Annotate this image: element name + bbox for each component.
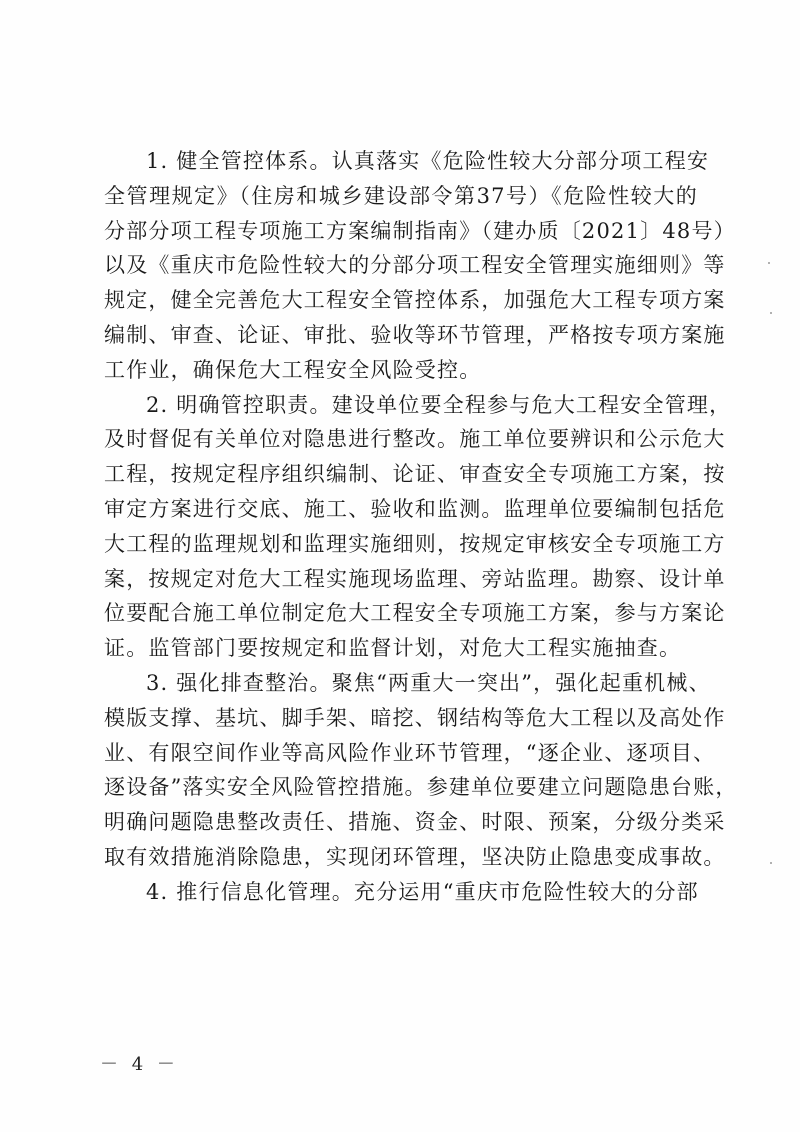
paragraph-1: [104, 144, 736, 388]
text-line: 规定，健全完善危大工程安全管控体系，加强危大工程专项方案: [104, 288, 726, 313]
text-line: 审定方案进行交底、施工、验收和监测。监理单位要编制包括危: [104, 496, 726, 521]
text-line: 及时督促有关单位对隐患进行整改。施工单位要辨识和公示危大: [104, 427, 726, 452]
text-line: 3. 强化排查整治。聚焦“两重大一突出”，强化起重机械、: [146, 670, 711, 695]
text-line: 明确问题隐患整改责任、措施、资金、时限、预案，分级分类采: [104, 810, 726, 835]
paragraph-4: [104, 875, 698, 910]
paragraph-3: [104, 666, 738, 875]
scan-speck: [770, 312, 772, 314]
text-line: 位要配合施工单位制定危大工程安全专项施工方案，参与方案论: [104, 601, 726, 626]
text-line: 全管理规定》（住房和城乡建设部令第37号）《危险性较大的: [104, 183, 698, 208]
document-body: [104, 144, 738, 910]
text-line: 业、有限空间作业等高风险作业环节管理，“逐企业、逐项目、: [104, 740, 716, 765]
text-line: 逐设备”落实安全风险管控措施。参建单位要建立问题隐患台账，: [104, 775, 738, 800]
scan-speck: [770, 862, 772, 864]
text-line: 证。监管部门要按规定和监督计划，对危大工程实施抽查。: [104, 636, 682, 661]
text-line: 工程，按规定程序组织编制、论证、审查安全专项施工方案，按: [104, 462, 726, 487]
text-line: 分部分项工程专项施工方案编制指南》（建办质〔2021〕48号）: [104, 218, 736, 243]
text-line: 工作业，确保危大工程安全风险受控。: [104, 357, 482, 382]
text-line: 案，按规定对危大工程实施现场监理、旁站监理。勘察、设计单: [104, 566, 726, 591]
text-line: 编制、审查、论证、审批、验收等环节管理，严格按专项方案施: [104, 322, 726, 347]
text-line: 以及《重庆市危险性较大的分部分项工程安全管理实施细则》等: [104, 253, 726, 278]
text-line: 取有效措施消除隐患，实现闭环管理，坚决防止隐患变成事故。: [104, 844, 726, 869]
page-number: － 4 －: [100, 1054, 179, 1075]
text-line: 2. 明确管控职责。建设单位要全程参与危大工程安全管理，: [146, 392, 732, 417]
paragraph-2: [104, 388, 732, 666]
text-line: 大工程的监理规划和监理实施细则，按规定审核安全专项施工方: [104, 531, 726, 556]
text-line: 1. 健全管控体系。认真落实《危险性较大分部分项工程安: [146, 149, 710, 173]
scan-speck: [768, 262, 770, 264]
text-line: 模版支撑、基坑、脚手架、暗挖、钢结构等危大工程以及高处作: [104, 705, 726, 730]
text-line: 4. 推行信息化管理。充分运用“重庆市危险性较大的分部: [146, 879, 699, 904]
